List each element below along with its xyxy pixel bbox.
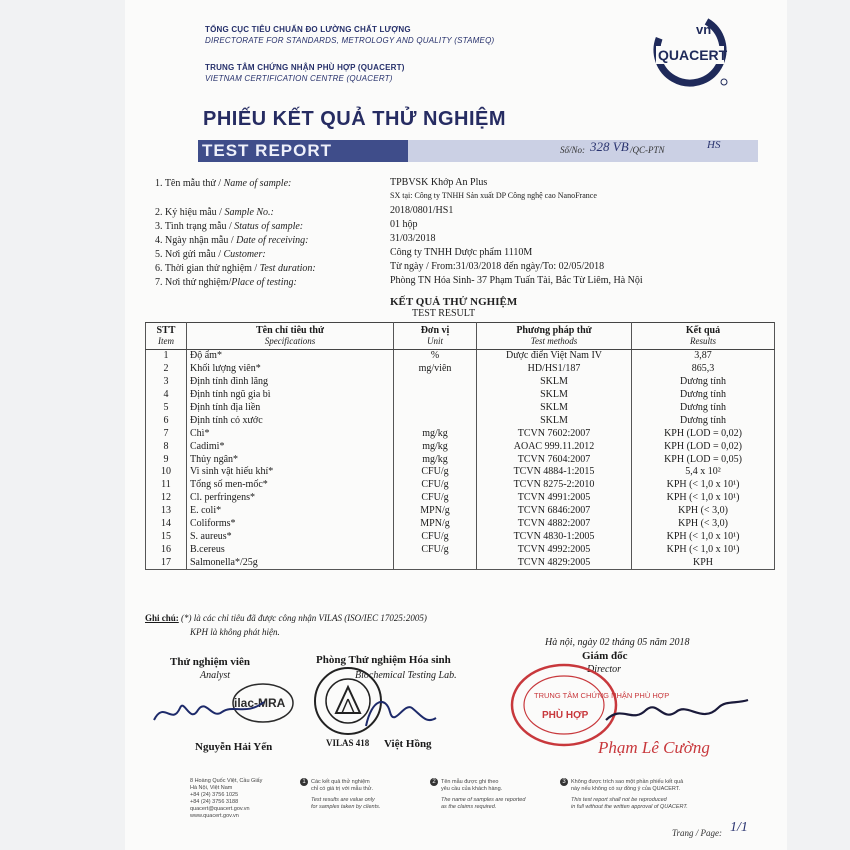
row-stt: 8 bbox=[146, 440, 187, 453]
report-number-suffix: /QC-PTN bbox=[630, 145, 665, 155]
table-row bbox=[146, 518, 775, 531]
row-result: KPH (< 1,0 x 10¹) bbox=[632, 530, 775, 543]
result-table bbox=[145, 322, 775, 570]
table-row bbox=[146, 389, 775, 402]
row-spec: Khối lượng viên* bbox=[187, 363, 394, 376]
result-title-vn: KẾT QUẢ THỬ NGHIỆM bbox=[390, 296, 518, 308]
info-value-customer: Công ty TNHH Dược phẩm 1110M bbox=[390, 247, 533, 258]
row-result: Dương tính bbox=[632, 376, 775, 389]
row-spec: B.cereus bbox=[187, 543, 394, 556]
row-unit: mg/kg bbox=[394, 453, 477, 466]
row-stt: 9 bbox=[146, 453, 187, 466]
row-unit: CFU/g bbox=[394, 492, 477, 505]
row-stt: 2 bbox=[146, 363, 187, 376]
row-spec: Định tính địa liền bbox=[187, 402, 394, 415]
row-result: KPH (LOD = 0,02) bbox=[632, 440, 775, 453]
row-unit: CFU/g bbox=[394, 530, 477, 543]
table-row bbox=[146, 505, 775, 518]
stamp-text: TRUNG TÂM CHỨNG NHẬN PHÙ HỢP bbox=[534, 691, 670, 700]
footer-note-3: 3 Không được trích sao một phần phiếu kết quả này nếu không có sự đồng ý của QUACERT. This test report shall not be reproduced in full without the written approval of QUACERT. bbox=[560, 778, 688, 811]
table-row bbox=[146, 453, 775, 466]
table-row bbox=[146, 402, 775, 415]
footer-address-line: Hà Nội, Việt Nam bbox=[190, 785, 233, 791]
report-date: Hà nội, ngày 02 tháng 05 năm 2018 bbox=[545, 637, 690, 648]
result-title-en: TEST RESULT bbox=[412, 308, 476, 319]
row-stt: 1 bbox=[146, 350, 187, 363]
result-table-body bbox=[146, 350, 775, 570]
report-title-vn: PHIẾU KẾT QUẢ THỬ NGHIỆM bbox=[203, 108, 507, 130]
row-spec: Cl. perfringens* bbox=[187, 492, 394, 505]
note-line-2: KPH là không phát hiện. bbox=[190, 627, 280, 637]
footer-address-line: +84 (24) 3756 1025 bbox=[190, 792, 239, 798]
row-spec: Vi sinh vật hiếu khí* bbox=[187, 466, 394, 479]
info-value-status: 01 hộp bbox=[390, 219, 418, 230]
row-result: 5,4 x 10² bbox=[632, 466, 775, 479]
logo-text: QUACERT bbox=[658, 47, 728, 63]
row-result: 3,87 bbox=[632, 350, 775, 363]
vilas-number: VILAS 418 bbox=[326, 738, 370, 748]
quacert-logo bbox=[650, 12, 730, 90]
row-stt: 15 bbox=[146, 530, 187, 543]
info-label-status: 3. Tình trạng mẫu / Status of sample: bbox=[155, 221, 304, 232]
row-unit: MPN/g bbox=[394, 505, 477, 518]
row-spec: Cadimi* bbox=[187, 440, 394, 453]
row-result: 865,3 bbox=[632, 363, 775, 376]
footer-address bbox=[190, 778, 262, 820]
row-method: TCVN 4830-1:2005 bbox=[477, 530, 632, 543]
row-method: TCVN 8275-2:2010 bbox=[477, 479, 632, 492]
footer-number-2-icon: 2 bbox=[430, 778, 438, 786]
info-value-place: Phòng TN Hóa Sinh- 37 Phạm Tuấn Tài, Bắc Từ Liêm, Hà Nội bbox=[390, 275, 643, 286]
stamp-word: PHÙ HỢP bbox=[542, 710, 589, 721]
footer-note-2: 2 Tên mẫu được ghi theo yêu cầu của khách hàng. The name of samples are reported as the claims required. bbox=[430, 778, 525, 811]
row-result: KPH (< 1,0 x 10¹) bbox=[632, 492, 775, 505]
row-result: Dương tính bbox=[632, 389, 775, 402]
row-unit: CFU/g bbox=[394, 543, 477, 556]
row-unit: mg/viên bbox=[394, 363, 477, 376]
row-unit: CFU/g bbox=[394, 466, 477, 479]
table-row bbox=[146, 466, 775, 479]
table-row bbox=[146, 376, 775, 389]
info-label-customer: 5. Nơi gửi mẫu / Customer: bbox=[155, 249, 266, 260]
row-method: SKLM bbox=[477, 389, 632, 402]
row-unit: MPN/g bbox=[394, 518, 477, 531]
row-method: SKLM bbox=[477, 376, 632, 389]
table-row bbox=[146, 363, 775, 376]
row-stt: 12 bbox=[146, 492, 187, 505]
row-spec: S. aureus* bbox=[187, 530, 394, 543]
row-result: Dương tính bbox=[632, 402, 775, 415]
note-line-1: Ghi chú: (*) là các chỉ tiêu đã được công nhận VILAS (ISO/IEC 17025:2005) bbox=[145, 613, 427, 623]
page-label: Trang / Page: bbox=[672, 828, 723, 838]
centre-name-en: VIETNAM CERTIFICATION CENTRE (QUACERT) bbox=[205, 74, 393, 83]
row-stt: 4 bbox=[146, 389, 187, 402]
row-spec: Coliforms* bbox=[187, 518, 394, 531]
report-title-en: TEST REPORT bbox=[202, 141, 333, 160]
lab-head-name: Việt Hồng bbox=[384, 738, 432, 750]
analyst-title: Thử nghiệm viên bbox=[170, 656, 250, 668]
row-stt: 14 bbox=[146, 518, 187, 531]
row-method: HD/HS1/187 bbox=[477, 363, 632, 376]
lab-title: Phòng Thử nghiệm Hóa sinh bbox=[316, 654, 451, 666]
row-unit: mg/kg bbox=[394, 440, 477, 453]
info-label-sample-name: 1. Tên mẫu thử / Name of sample: bbox=[155, 178, 292, 189]
row-method: TCVN 4829:2005 bbox=[477, 556, 632, 569]
row-method: TCVN 4991:2005 bbox=[477, 492, 632, 505]
footer-number-3-icon: 3 bbox=[560, 778, 568, 786]
header-stt: STT Item bbox=[146, 323, 187, 350]
row-result: KPH (LOD = 0,05) bbox=[632, 453, 775, 466]
org-name-vn: TỔNG CỤC TIÊU CHUẨN ĐO LƯỜNG CHẤT LƯỢNG bbox=[205, 25, 411, 34]
analyst-name: Nguyễn Hải Yến bbox=[195, 741, 273, 753]
row-method: SKLM bbox=[477, 414, 632, 427]
header-unit: Đơn vị Unit bbox=[394, 323, 477, 350]
info-label-sample-no: 2. Ký hiệu mẫu / Sample No.: bbox=[155, 207, 274, 218]
row-spec: Chì* bbox=[187, 427, 394, 440]
row-unit bbox=[394, 414, 477, 427]
table-row bbox=[146, 479, 775, 492]
row-unit bbox=[394, 556, 477, 569]
org-name-en: DIRECTORATE FOR STANDARDS, METROLOGY AND QUALITY (STAMEQ) bbox=[205, 36, 495, 45]
row-result: KPH (LOD = 0,02) bbox=[632, 427, 775, 440]
row-method: TCVN 4992:2005 bbox=[477, 543, 632, 556]
table-row bbox=[146, 530, 775, 543]
result-table-header bbox=[146, 323, 775, 350]
row-stt: 16 bbox=[146, 543, 187, 556]
row-method: TCVN 4882:2007 bbox=[477, 518, 632, 531]
row-unit bbox=[394, 389, 477, 402]
row-spec: Định tính cỏ xước bbox=[187, 414, 394, 427]
row-stt: 10 bbox=[146, 466, 187, 479]
row-stt: 3 bbox=[146, 376, 187, 389]
row-spec: Độ ẩm* bbox=[187, 350, 394, 363]
lab-subtitle: Biochemical Testing Lab. bbox=[355, 670, 457, 681]
header-spec: Tên chỉ tiêu thử Specifications bbox=[187, 323, 394, 350]
ilac-text: ilac-MRA bbox=[234, 696, 286, 710]
info-value-sample-no: 2018/0801/HS1 bbox=[390, 205, 454, 216]
row-unit bbox=[394, 376, 477, 389]
row-unit: mg/kg bbox=[394, 427, 477, 440]
analyst-signature bbox=[150, 690, 270, 732]
row-method: TCVN 7604:2007 bbox=[477, 453, 632, 466]
row-spec: Salmonella*/25g bbox=[187, 556, 394, 569]
row-unit bbox=[394, 402, 477, 415]
row-spec: Thủy ngân* bbox=[187, 453, 394, 466]
row-stt: 17 bbox=[146, 556, 187, 569]
lab-signature bbox=[360, 690, 440, 734]
table-row bbox=[146, 556, 775, 569]
footer-note-1: 1 Các kết quả thử nghiệm chỉ có giá trị với mẫu thử. Test results are value only for samples taken by clients. bbox=[300, 778, 380, 811]
director-subtitle: Director bbox=[587, 664, 622, 675]
footer-address-line: +84 (24) 3756 3188 bbox=[190, 799, 239, 805]
row-spec: Định tính ngũ gia bì bbox=[187, 389, 394, 402]
info-label-date-received: 4. Ngày nhận mẫu / Date of receiving: bbox=[155, 235, 309, 246]
director-name: Phạm Lê Cường bbox=[598, 738, 710, 757]
table-row bbox=[146, 440, 775, 453]
director-signature bbox=[602, 690, 752, 734]
table-row bbox=[146, 350, 775, 363]
row-spec: E. coli* bbox=[187, 505, 394, 518]
footer-address-line: www.quacert.gov.vn bbox=[190, 813, 239, 819]
analyst-subtitle: Analyst bbox=[200, 670, 230, 681]
director-title: Giám đốc bbox=[582, 650, 628, 662]
header-result: Kết quả Results bbox=[632, 323, 775, 350]
row-method: TCVN 7602:2007 bbox=[477, 427, 632, 440]
logo-vn-text: vn bbox=[696, 22, 712, 37]
row-method: Dược điển Việt Nam IV bbox=[477, 350, 632, 363]
info-label-duration: 6. Thời gian thử nghiệm / Test duration: bbox=[155, 263, 316, 274]
centre-name-vn: TRUNG TÂM CHỨNG NHẬN PHÙ HỢP (QUACERT) bbox=[205, 63, 405, 72]
row-result: KPH bbox=[632, 556, 775, 569]
info-value-date-received: 31/03/2018 bbox=[390, 233, 436, 244]
info-value-sample-name: TPBVSK Khớp An Plus bbox=[390, 177, 488, 188]
row-stt: 6 bbox=[146, 414, 187, 427]
table-row bbox=[146, 543, 775, 556]
row-stt: 13 bbox=[146, 505, 187, 518]
info-label-place: 7. Nơi thử nghiệm/Place of testing: bbox=[155, 277, 297, 288]
info-value-manufacturer: SX tại: Công ty TNHH Sản xuất DP Công nghệ cao NanoFrance bbox=[390, 191, 597, 200]
row-spec: Tổng số men-mốc* bbox=[187, 479, 394, 492]
row-method: TCVN 4884-1:2015 bbox=[477, 466, 632, 479]
row-method: TCVN 6846:2007 bbox=[477, 505, 632, 518]
header-method: Phương pháp thử Test methods bbox=[477, 323, 632, 350]
row-unit: % bbox=[394, 350, 477, 363]
report-number-value: 328 VB bbox=[590, 139, 629, 154]
table-row bbox=[146, 427, 775, 440]
row-stt: 7 bbox=[146, 427, 187, 440]
row-result: KPH (< 1,0 x 10¹) bbox=[632, 543, 775, 556]
row-spec: Định tính đinh lăng bbox=[187, 376, 394, 389]
table-row bbox=[146, 414, 775, 427]
row-method: AOAC 999.11.2012 bbox=[477, 440, 632, 453]
info-value-duration: Từ ngày / From:31/03/2018 đến ngày/To: 02/05/2018 bbox=[390, 261, 605, 272]
report-number-tail: HS bbox=[707, 139, 721, 151]
row-method: SKLM bbox=[477, 402, 632, 415]
page-number: 1/1 bbox=[730, 820, 748, 835]
footer-address-line: 8 Hoàng Quốc Việt, Cầu Giấy bbox=[190, 778, 263, 784]
table-row bbox=[146, 492, 775, 505]
footer-address-line: quacert@quacert.gov.vn bbox=[190, 806, 250, 812]
row-result: Dương tính bbox=[632, 414, 775, 427]
report-number-label: Số/No: bbox=[560, 145, 586, 155]
row-result: KPH (< 1,0 x 10¹) bbox=[632, 479, 775, 492]
row-result: KPH (< 3,0) bbox=[632, 505, 775, 518]
row-stt: 5 bbox=[146, 402, 187, 415]
row-unit: CFU/g bbox=[394, 479, 477, 492]
row-result: KPH (< 3,0) bbox=[632, 518, 775, 531]
row-stt: 11 bbox=[146, 479, 187, 492]
footer-number-1-icon: 1 bbox=[300, 778, 308, 786]
